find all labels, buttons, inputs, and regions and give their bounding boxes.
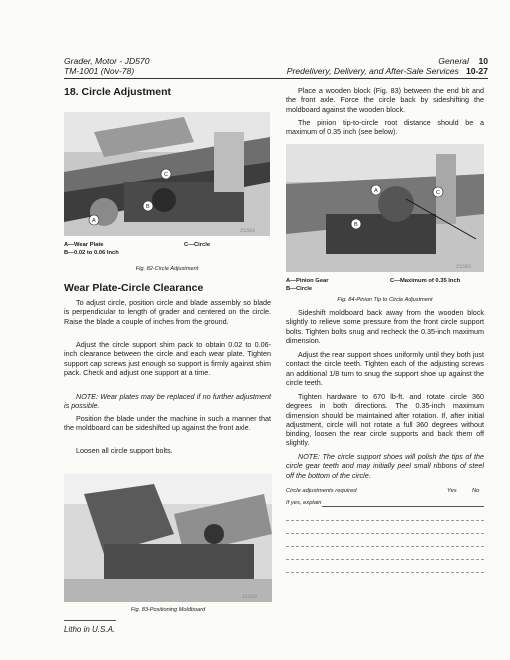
- fig82-caption: Fig. 82-Circle Adjustment: [135, 266, 199, 272]
- right-note: NOTE: The circle support shoes will polish the tips of the circle gear teeth and may initially peel small ribbons of steel off the bottom of the circle.: [286, 452, 484, 480]
- legend-c: C—Maximum of 0.35 Inch: [390, 278, 461, 284]
- svg-text:21593: 21593: [456, 264, 472, 270]
- svg-text:A: A: [374, 188, 378, 194]
- explain-line-2[interactable]: [286, 520, 484, 521]
- explain-line-4[interactable]: [286, 546, 484, 547]
- footer-litho: Litho in U.S.A.: [64, 625, 116, 634]
- heading-wear-plate: Wear Plate-Circle Clearance: [64, 282, 204, 294]
- header-right: [287, 56, 488, 76]
- figure-83-photo: [64, 474, 272, 602]
- header-left: [64, 56, 150, 76]
- svg-text:C: C: [164, 172, 168, 178]
- figure-84-photo: [286, 144, 484, 272]
- explain-line-1[interactable]: [322, 506, 484, 507]
- right-para-3: Sideshift moldboard back away from the wooden block slightly to relieve some pressure from the front circle support bolts. Tighten bolts snug and recheck the 0.35-inch maximum dimension.: [286, 308, 484, 345]
- circle-adjustments-label: Circle adjustments required: [286, 488, 357, 494]
- explain-line-5[interactable]: [286, 559, 484, 560]
- svg-text:B: B: [354, 222, 358, 228]
- page-number: 10-27: [466, 66, 488, 76]
- no-option[interactable]: No: [472, 488, 480, 494]
- figure-82-photo: [64, 112, 270, 236]
- legend-a: A—Wear Plate: [64, 242, 104, 248]
- legend-b: B—Circle: [286, 285, 313, 292]
- svg-text:21593: 21593: [240, 228, 256, 234]
- fig84-legend-left: [286, 278, 376, 293]
- footer-rule: [64, 620, 116, 621]
- legend-b: B—0.02 to 0.06 Inch: [64, 249, 119, 256]
- right-para-4: Adjust the rear support shoes uniformly until they both just contact the circle teeth. Tighten each of the adjusting screws an additional 1/8 turn to snug the support shoe up against the circle teeth.: [286, 350, 484, 387]
- left-para-4: Position the blade under the machine in such a manner that the moldboard can be sideshifted up against the front axle.: [64, 414, 271, 433]
- right-para-2: The pinion tip-to-circle root distance should be a maximum of 0.35 inch (see below).: [286, 118, 484, 137]
- fig83-caption: Fig. 83-Positioning Moldboard: [130, 607, 206, 613]
- yes-option[interactable]: Yes: [447, 488, 457, 494]
- legend-c: C—Circle: [184, 242, 211, 248]
- svg-text:A: A: [92, 218, 96, 224]
- explain-label: If yes, explain: [286, 500, 322, 506]
- heading-circle-adjustment: 18. Circle Adjustment: [64, 86, 171, 98]
- manual-title: Grader, Motor - JD570: [64, 56, 150, 66]
- section-name: General: [438, 56, 469, 66]
- right-para-1: Place a wooden block (Fig. 83) between the end bit and the front axle. Force the circle back by sideshifting the moldboard against the wooden block.: [286, 86, 484, 114]
- left-para-5: Loosen all circle support bolts.: [76, 446, 173, 455]
- legend-a: A—Pinion Gear: [286, 278, 329, 284]
- left-para-1: To adjust circle, position circle and blade assembly so blade is perpendicular to length of grader and centered on the circle. Raise the blade a couple of inches from the ground.: [64, 298, 271, 326]
- header-rule: [64, 78, 488, 79]
- fig82-legend-left: [64, 242, 154, 257]
- section-number: 10: [478, 56, 488, 66]
- svg-text:B: B: [146, 204, 150, 210]
- explain-line-6[interactable]: [286, 572, 484, 573]
- fig84-caption: Fig. 84-Pinion Tip to Circle Adjustment: [337, 297, 433, 303]
- explain-line-3[interactable]: [286, 533, 484, 534]
- left-para-2: Adjust the circle support shim pack to obtain 0.02 to 0.06-inch clearance between the circle and each wear plate. Tighten support cap screws just enough so support is firmly against shim pack. Check and adjust one support at a time.: [64, 340, 271, 377]
- left-note: NOTE: Wear plates may be replaced if no further adjustment is possible.: [64, 392, 271, 411]
- section-subtitle: Predelivery, Delivery, and After-Sale Services: [286, 66, 459, 76]
- svg-text:C: C: [436, 190, 440, 196]
- svg-text:21583: 21583: [242, 594, 258, 600]
- manual-number: TM-1001 (Nov-78): [64, 66, 135, 76]
- right-para-5: Tighten hardware to 670 lb-ft. and rotate circle 360 degrees in both directions. The 0.35-inch maximum dimension should be maintained after rotation. If, after initial adjustment, circle will not rotate a full 360 degrees without binding, loosen the rear circle supports and back them off slightly.: [286, 392, 484, 448]
